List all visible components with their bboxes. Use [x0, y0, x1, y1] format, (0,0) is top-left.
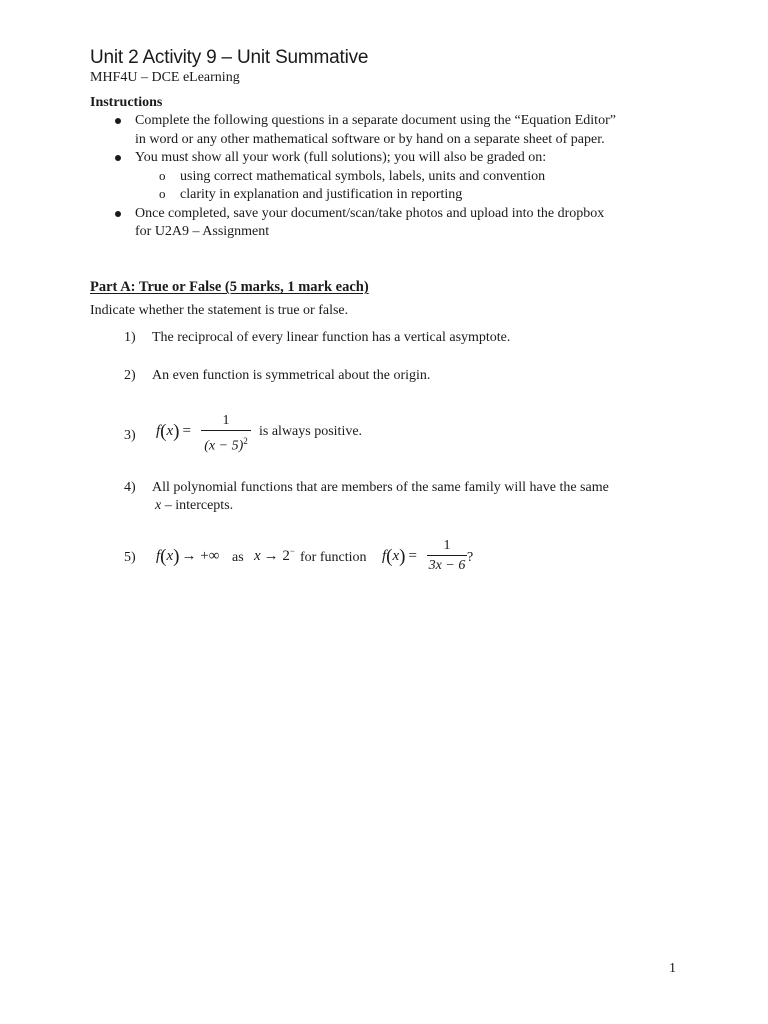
question-2-number: 2) [124, 368, 136, 383]
right-paren: ) [399, 546, 406, 567]
question-5-for-function: for function [300, 550, 367, 565]
question-4-number: 4) [124, 480, 136, 495]
question-3-fraction [201, 413, 251, 456]
fraction-bar [427, 555, 467, 556]
part-a-intro: Indicate whether the statement is true or false. [90, 303, 349, 318]
variable-x: x [166, 548, 174, 564]
arrow-infinity: → +∞ [181, 548, 220, 564]
right-paren: ) [173, 546, 180, 567]
instruction-bullet-3-line-2: for U2A9 – Assignment [135, 224, 270, 239]
function-f: f [156, 423, 161, 439]
sub-bullet-marker: o [159, 186, 166, 201]
equals-sign: = [408, 548, 417, 564]
exponent: 2 [243, 436, 248, 446]
question-2-text: An even function is symmetrical about the origin. [152, 368, 431, 383]
equals-sign: = [182, 423, 191, 439]
question-5-function-lhs [382, 546, 417, 568]
instruction-bullet-1-line-1: Complete the following questions in a separate document using the “Equation Editor” [135, 113, 616, 128]
function-f: f [382, 548, 387, 564]
fraction-numerator: 1 [222, 413, 230, 428]
left-paren: ( [386, 546, 393, 567]
fraction-numerator: 1 [443, 538, 451, 553]
fraction-denominator: 3x − 6 [428, 558, 466, 573]
denominator-expression: (x − 5) [204, 438, 244, 454]
question-5-limit-expression [156, 546, 219, 568]
fraction-denominator [201, 432, 251, 456]
question-5-as: as [232, 550, 244, 565]
instruction-sub-2: clarity in explanation and justification in reporting [180, 187, 463, 202]
variable-x: x [166, 423, 174, 439]
page-title: Unit 2 Activity 9 – Unit Summative [90, 47, 369, 68]
bullet-icon [115, 211, 121, 217]
variable-x: x [392, 548, 400, 564]
page-number: 1 [669, 961, 676, 976]
bullet-icon [115, 155, 121, 161]
question-1-number: 1) [124, 330, 136, 345]
variable-x: x [155, 498, 162, 513]
question-3-text: is always positive. [259, 424, 363, 439]
left-paren: ( [160, 421, 167, 442]
question-4-line-2 [155, 497, 233, 515]
question-1-text: The reciprocal of every linear function has a vertical asymptote. [152, 330, 511, 345]
instruction-bullet-2: You must show all your work (full solutions); you will also be graded on: [135, 150, 547, 165]
arrow-two: → 2 [263, 548, 290, 564]
instruction-bullet-3-line-1: Once completed, save your document/scan/take photos and upload into the dropbox [135, 206, 605, 221]
question-5-approach [254, 546, 295, 565]
instruction-bullet-1-line-2: in word or any other mathematical software or by hand on a separate sheet of paper. [135, 132, 605, 147]
minus-superscript: − [289, 546, 295, 556]
instruction-sub-1: using correct mathematical symbols, labels, units and convention [180, 169, 546, 184]
question-5-number: 5) [124, 550, 136, 565]
question-5-fraction [427, 538, 467, 575]
bullet-icon [115, 118, 121, 124]
course-subtitle: MHF4U – DCE eLearning [90, 70, 240, 85]
variable-x: x [254, 548, 261, 564]
intercepts-text: – intercepts. [161, 498, 234, 513]
question-5-question-mark: ? [467, 550, 474, 565]
fraction-bar [201, 430, 251, 431]
part-a-heading: Part A: True or False (5 marks, 1 mark each) [90, 279, 369, 295]
question-3-number: 3) [124, 428, 136, 443]
sub-bullet-marker: o [159, 168, 166, 183]
function-f: f [156, 548, 161, 564]
instructions-heading: Instructions [90, 95, 163, 110]
question-3-function-lhs [156, 421, 191, 443]
left-paren: ( [160, 546, 167, 567]
question-4-line-1: All polynomial functions that are members of the same family will have the same [152, 480, 609, 495]
right-paren: ) [173, 421, 180, 442]
